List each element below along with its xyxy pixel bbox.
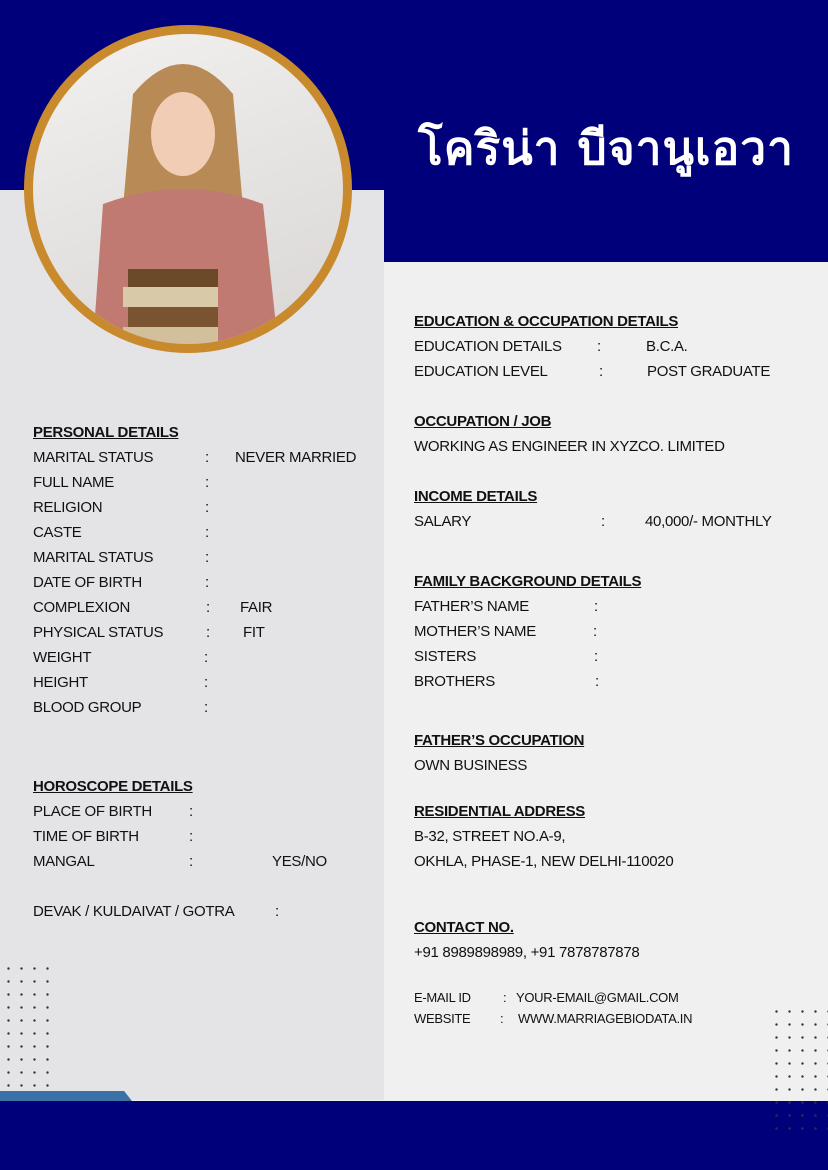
accent-strip (0, 1091, 132, 1101)
personal-colon: : (205, 499, 209, 516)
contact-label: E-MAIL ID (414, 990, 471, 1005)
occupation-text: WORKING AS ENGINEER IN XYZCO. LIMITED (414, 438, 725, 455)
education-colon: : (599, 363, 603, 380)
education-colon: : (597, 338, 601, 355)
family-colon: : (594, 598, 598, 615)
personal-colon: : (205, 449, 209, 466)
personal-colon: : (205, 524, 209, 541)
personal-colon: : (204, 649, 208, 666)
income-value: 40,000/- MONTHLY (645, 513, 772, 530)
horoscope-value: YES/NO (272, 853, 327, 870)
family-colon: : (594, 648, 598, 665)
contact-colon: : (500, 1011, 504, 1026)
personal-label: FULL NAME (33, 474, 114, 491)
horoscope-label: MANGAL (33, 853, 95, 870)
horoscope-colon: : (189, 853, 193, 870)
family-colon: : (595, 673, 599, 690)
family-label: MOTHER’S NAME (414, 623, 536, 640)
father-occupation-heading: FATHER’S OCCUPATION (414, 732, 585, 749)
father-occupation-text: OWN BUSINESS (414, 757, 528, 774)
gotra-label: DEVAK / KULDAIVAT / GOTRA (33, 903, 235, 920)
personal-label: PHYSICAL STATUS (33, 624, 164, 641)
horoscope-colon: : (189, 803, 193, 820)
income-label: SALARY (414, 513, 472, 530)
personal-value: NEVER MARRIED (235, 449, 357, 466)
personal-label: MARITAL STATUS (33, 549, 154, 566)
personal-label: HEIGHT (33, 674, 88, 691)
personal-colon: : (206, 599, 210, 616)
personal-heading: PERSONAL DETAILS (33, 424, 179, 441)
horoscope-colon: : (189, 828, 193, 845)
personal-label: DATE OF BIRTH (33, 574, 142, 591)
personal-colon: : (204, 699, 208, 716)
personal-label: WEIGHT (33, 649, 92, 666)
personal-label: BLOOD GROUP (33, 699, 142, 716)
family-heading: FAMILY BACKGROUND DETAILS (414, 573, 642, 590)
contact-heading: CONTACT NO. (414, 919, 514, 936)
education-value: B.C.A. (646, 338, 688, 355)
profile-photo (24, 25, 352, 353)
gotra-colon: : (275, 903, 279, 920)
contact-label: WEBSITE (414, 1011, 471, 1026)
personal-label: COMPLEXION (33, 599, 131, 616)
personal-label: CASTE (33, 524, 82, 541)
horoscope-label: TIME OF BIRTH (33, 828, 139, 845)
address-line1: B-32, STREET NO.A-9, (414, 828, 566, 845)
education-value: POST GRADUATE (647, 363, 771, 380)
contact-value: WWW.MARRIAGEBIODATA.IN (518, 1011, 693, 1026)
contact-phones: +91 8989898989, +91 7878787878 (414, 944, 640, 961)
address-heading: RESIDENTIAL ADDRESS (414, 803, 585, 820)
personal-label: RELIGION (33, 499, 103, 516)
income-colon: : (601, 513, 605, 530)
personal-colon: : (206, 624, 210, 641)
contact-value: YOUR-EMAIL@GMAIL.COM (516, 990, 679, 1005)
personal-colon: : (204, 674, 208, 691)
horoscope-label: PLACE OF BIRTH (33, 803, 152, 820)
personal-value: FIT (243, 624, 265, 641)
family-colon: : (593, 623, 597, 640)
occupation-heading: OCCUPATION / JOB (414, 413, 552, 430)
horoscope-heading: HOROSCOPE DETAILS (33, 778, 193, 795)
personal-label: MARITAL STATUS (33, 449, 154, 466)
education-heading: EDUCATION & OCCUPATION DETAILS (414, 313, 679, 330)
personal-colon: : (205, 574, 209, 591)
dot-pattern-left (2, 962, 54, 1092)
family-label: FATHER’S NAME (414, 598, 530, 615)
contact-colon: : (503, 990, 507, 1005)
dot-pattern-right (770, 1005, 828, 1135)
candidate-name: โคริน่า บีจานูเอวา (418, 121, 794, 175)
education-label: EDUCATION LEVEL (414, 363, 548, 380)
income-heading: INCOME DETAILS (414, 488, 538, 505)
family-label: SISTERS (414, 648, 477, 665)
education-label: EDUCATION DETAILS (414, 338, 562, 355)
address-line2: OKHLA, PHASE-1, NEW DELHI-110020 (414, 853, 674, 870)
family-label: BROTHERS (414, 673, 495, 690)
personal-colon: : (205, 474, 209, 491)
personal-value: FAIR (240, 599, 273, 616)
personal-colon: : (205, 549, 209, 566)
footer-band (0, 1101, 828, 1170)
